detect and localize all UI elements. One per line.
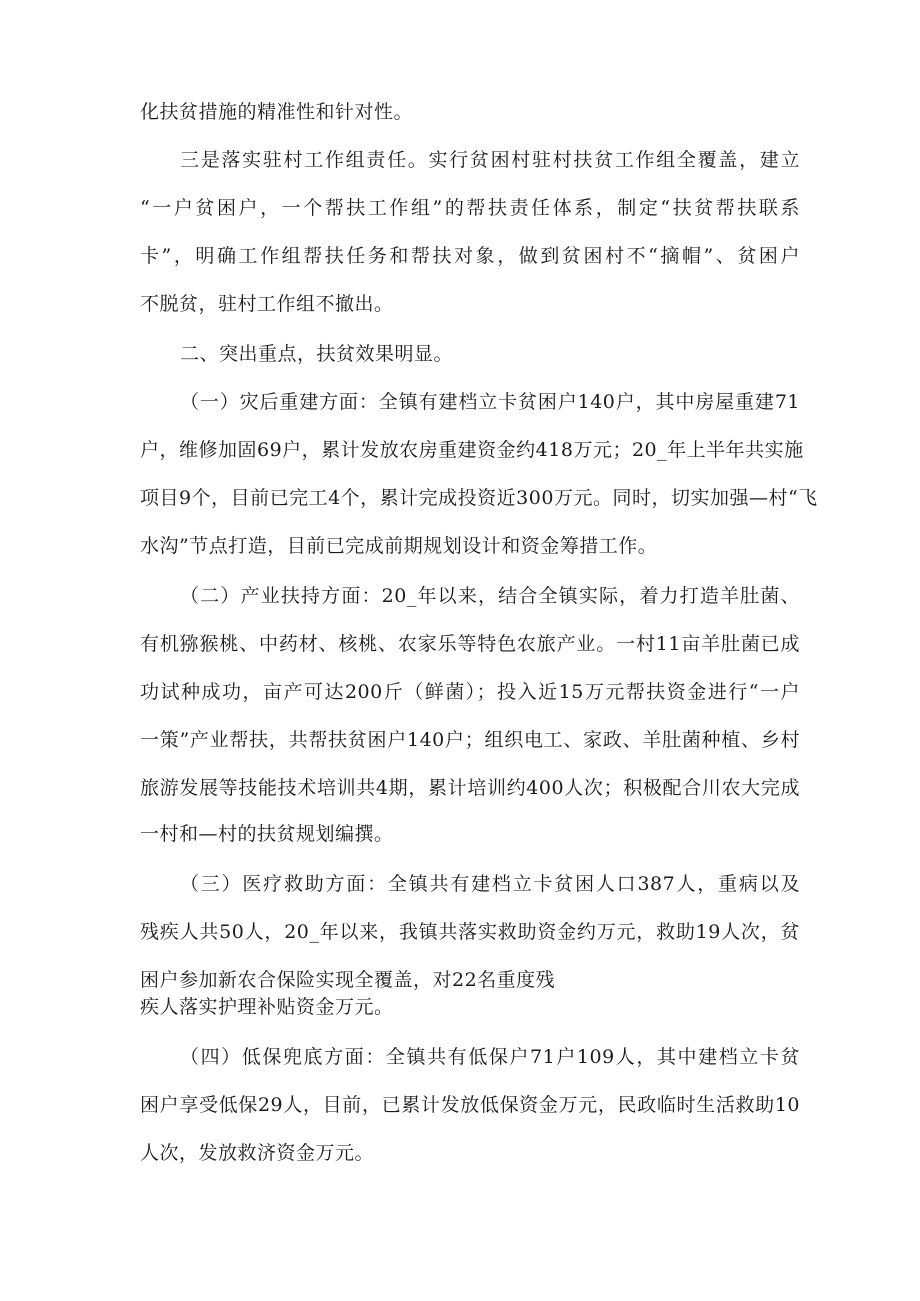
paragraph-line-1: 化扶贫措施的精准性和针对性。 xyxy=(140,101,414,123)
paragraph-line-9: 项目9个，目前已完工4个，累计完成投资近300万元。同时，切实加强—村“飞 xyxy=(140,487,818,509)
paragraph-line-2: 三是落实驻村工作组责任。实行贫困村驻村扶贫工作组全覆盖，建立 xyxy=(180,149,800,171)
paragraph-line-15: 旅游发展等技能技术培训共4期，累计培训约400人次；积极配合川农大完成 xyxy=(140,777,800,799)
paragraph-line-12: 有机猕猴桃、中药材、核桃、农家乐等特色农旅产业。一村11亩羊肚菌已成 xyxy=(140,633,800,655)
paragraph-line-22: 困户享受低保29人，目前，已累计发放低保资金万元，民政临时生活救助10 xyxy=(140,1094,800,1116)
paragraph-line-18: 残疾人共50人，20_年以来，我镇共落实救助资金约万元，救助19人次，贫 xyxy=(140,921,800,943)
paragraph-line-4: 卡”，明确工作组帮扶任务和帮扶对象，做到贫困村不“摘帽”、贫困户 xyxy=(140,245,800,267)
paragraph-line-10: 水沟”节点打造，目前已完成前期规划设计和资金筹措工作。 xyxy=(140,535,658,557)
paragraph-line-20: 疾人落实护理补贴资金万元。 xyxy=(140,996,394,1018)
paragraph-line-3: “一户贫困户，一个帮扶工作组”的帮扶责任体系，制定“扶贫帮扶联系 xyxy=(140,197,800,219)
paragraph-line-7: （一）灾后重建方面：全镇有建档立卡贫困户140户，其中房屋重建71 xyxy=(180,391,800,413)
paragraph-line-11: （二）产业扶持方面：20_年以来，结合全镇实际，着力打造羊肚菌、 xyxy=(180,585,800,607)
paragraph-line-21: （四）低保兜底方面：全镇共有低保户71户109人，其中建档立卡贫 xyxy=(180,1046,800,1068)
paragraph-line-5: 不脱贫，驻村工作组不撤出。 xyxy=(140,293,394,315)
paragraph-line-16: 一村和—村的扶贫规划编撰。 xyxy=(140,823,394,845)
paragraph-line-23: 人次，发放救济资金万元。 xyxy=(140,1142,375,1164)
paragraph-line-14: 一策”产业帮扶，共帮扶贫困户140户；组织电工、家政、羊肚菌种植、乡村 xyxy=(140,729,800,751)
paragraph-line-17: （三）医疗救助方面：全镇共有建档立卡贫困人口387人，重病以及 xyxy=(180,873,800,895)
section-heading: 二、突出重点，扶贫效果明显。 xyxy=(180,343,454,365)
paragraph-line-8: 户，维修加固69户，累计发放农房重建资金约418万元；20_年上半年共实施 xyxy=(140,439,804,461)
paragraph-line-13: 功试种成功，亩产可达200斤（鲜菌）；投入近15万元帮扶资金进行“一户 xyxy=(140,681,800,703)
paragraph-line-19: 困户参加新农合保险实现全覆盖，对22名重度残 xyxy=(140,969,556,991)
